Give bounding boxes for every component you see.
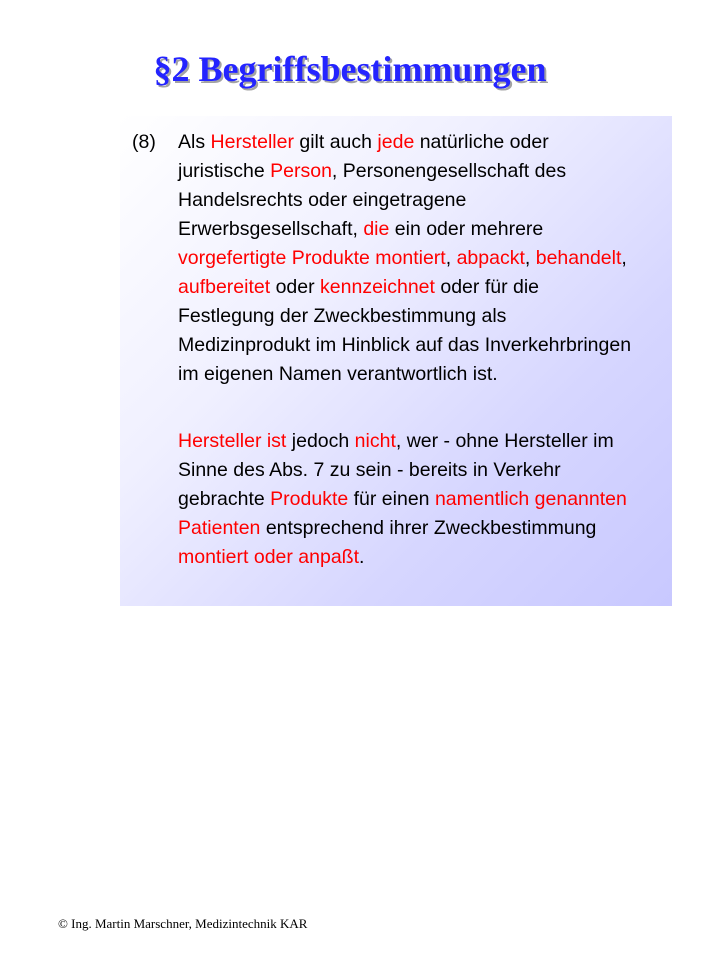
highlight-run: Hersteller bbox=[210, 131, 294, 153]
text-run: , wer - ohne Hersteller im Sinne des Abs. 7 zu sein - bereits in Verkehr gebrachte bbox=[178, 430, 614, 510]
highlight-run: vorgefertigte Produkte montiert bbox=[178, 247, 446, 269]
text-run: oder bbox=[270, 276, 321, 298]
highlight-run: Hersteller ist bbox=[178, 430, 287, 452]
definition-paragraph-1 bbox=[178, 128, 638, 389]
text-run: Als bbox=[178, 131, 211, 153]
highlight-run: Produkte bbox=[270, 488, 349, 510]
text-run: . bbox=[359, 546, 365, 568]
highlight-run: aufbereitet bbox=[178, 276, 271, 298]
highlight-run: jede bbox=[377, 131, 415, 153]
highlight-run: montiert oder anpaßt bbox=[178, 546, 360, 568]
highlight-run: Person bbox=[270, 160, 332, 182]
copyright-footer: © Ing. Martin Marschner, Medizintechnik KAR bbox=[58, 916, 308, 931]
text-run: , bbox=[445, 247, 457, 269]
section-number: (8) bbox=[132, 131, 156, 153]
text-run: , bbox=[621, 247, 627, 269]
text-run: entsprechend ihrer Zweckbestimmung bbox=[260, 517, 597, 539]
text-run: , bbox=[524, 247, 536, 269]
text-run: ein oder mehrere bbox=[389, 218, 544, 240]
text-run: , Personengesellschaft des Handelsrechts oder eingetragene Erwerbsgesellschaft, bbox=[178, 160, 567, 240]
text-run: oder für die Festlegung der Zweckbestimmung als Medizinprodukt im Hinblick auf das Inverkehrbringen im eigenen Namen verantwortlich ist. bbox=[178, 276, 632, 385]
text-run: für einen bbox=[348, 488, 435, 510]
highlight-run: abpackt bbox=[456, 247, 525, 269]
text-run: natürliche oder juristische bbox=[178, 131, 549, 182]
page-title: §2 Begriffsbestimmungen bbox=[153, 49, 547, 89]
definition-paragraph-2 bbox=[178, 427, 638, 572]
highlight-run: die bbox=[363, 218, 390, 240]
text-run: gilt auch bbox=[293, 131, 378, 153]
highlight-run: namentlich genannten Patienten bbox=[178, 488, 627, 539]
highlight-run: kennzeichnet bbox=[320, 276, 435, 298]
text-run: jedoch bbox=[286, 430, 355, 452]
highlight-run: nicht bbox=[354, 430, 396, 452]
highlight-run: behandelt bbox=[535, 247, 622, 269]
